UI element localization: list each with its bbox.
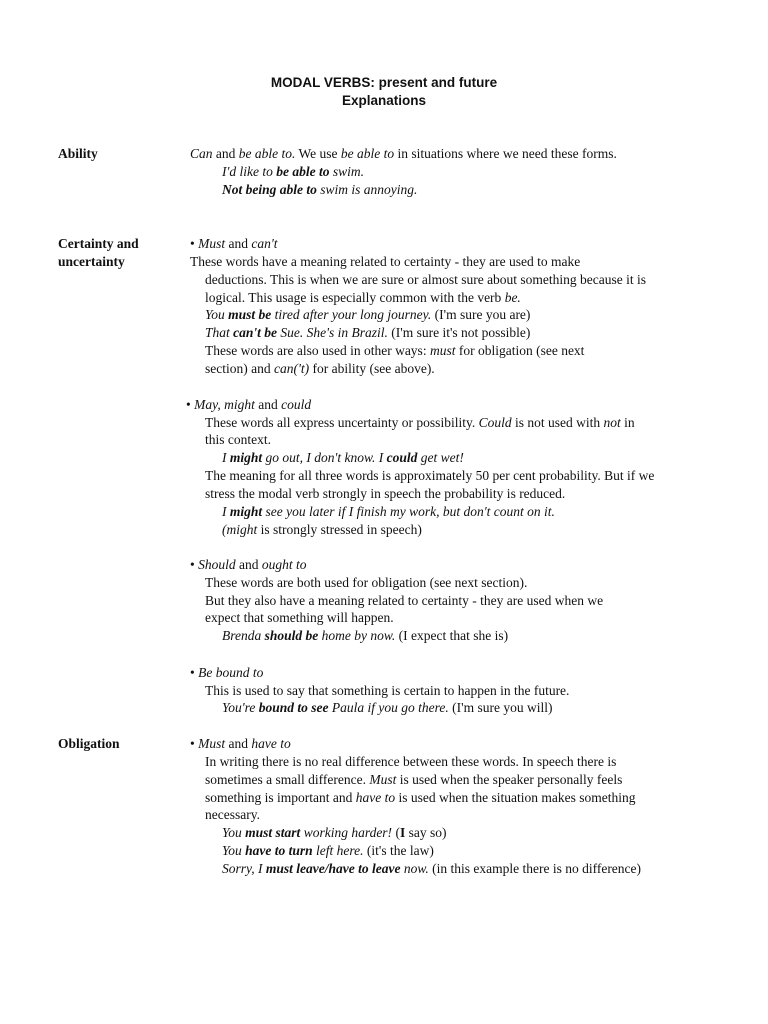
paragraph-line: something is important and have to is used when the situation makes something [205,790,636,805]
section-heading-uncertainty: uncertainty [58,254,125,269]
example-line: You must be tired after your long journey. (I'm sure you are) [205,307,531,322]
example-line: You must start working harder! (I say so) [222,825,447,840]
paragraph-line: These words are also used in other ways: must for obligation (see next [205,343,585,358]
subheading-must-have-to: • Must and have to [190,736,291,751]
paragraph-line: expect that something will happen. [205,610,394,625]
bullet-icon: • [190,736,195,751]
paragraph-line: The meaning for all three words is approximately 50 per cent probability. But if we [205,468,655,483]
subheading-should-ought-to: • Should and ought to [190,557,307,572]
paragraph-line: stress the modal verb strongly in speech the probability is reduced. [205,486,566,501]
section-heading-ability: Ability [58,146,98,161]
example-line: (might is strongly stressed in speech) [222,522,422,537]
page-title: MODAL VERBS: present and future [270,75,498,90]
paragraph-line: These words all express uncertainty or possibility. Could is not used with not in [205,415,635,430]
paragraph-line: section) and can('t) for ability (see above). [205,361,435,376]
example-line: I might see you later if I finish my work, but don't count on it. [222,504,555,519]
subheading-be-bound-to: • Be bound to [190,665,264,680]
paragraph-line: But they also have a meaning related to certainty - they are used when we [205,593,604,608]
subheading-must-cant: • Must and can't [190,236,278,251]
bullet-icon: • [190,557,195,572]
example-line: You're bound to see Paula if you go there. (I'm sure you will) [222,700,553,715]
bullet-icon: • [190,236,195,251]
example-line: Brenda should be home by now. (I expect that she is) [222,628,509,643]
example-line: That can't be Sue. She's in Brazil. (I'm sure it's not possible) [205,325,531,340]
paragraph-line: These words are both used for obligation (see next section). [205,575,528,590]
paragraph-line: These words have a meaning related to certainty - they are used to make [190,254,581,269]
paragraph-line: This is used to say that something is certain to happen in the future. [205,683,570,698]
example-line: I might go out, I don't know. I could get wet! [222,450,464,465]
paragraph-line: sometimes a small difference. Must is used when the speaker personally feels [205,772,623,787]
example-line: You have to turn left here. (it's the law) [222,843,434,858]
bullet-icon: • [186,397,191,412]
paragraph-line: necessary. [205,807,260,822]
paragraph-line: this context. [205,432,271,447]
paragraph-line: In writing there is no real difference between these words. In speech there is [205,754,617,769]
subheading-may-might-could: • May, might and could [186,397,312,412]
section-heading-obligation: Obligation [58,736,120,751]
example-line: Sorry, I must leave/have to leave now. (in this example there is no difference) [222,861,642,876]
ability-example-2: Not being able to swim is annoying. [222,182,418,197]
paragraph-line: deductions. This is when we are sure or almost sure about something because it is [205,272,647,287]
bullet-icon: • [190,665,195,680]
section-heading-certainty: Certainty and [58,236,139,251]
page-subtitle: Explanations [341,93,427,108]
paragraph-line: logical. This usage is especially common with the verb be. [205,290,521,305]
ability-example-1: I'd like to be able to swim. [222,164,365,179]
ability-intro: Can and be able to. We use be able to in situations where we need these forms. [190,146,617,161]
